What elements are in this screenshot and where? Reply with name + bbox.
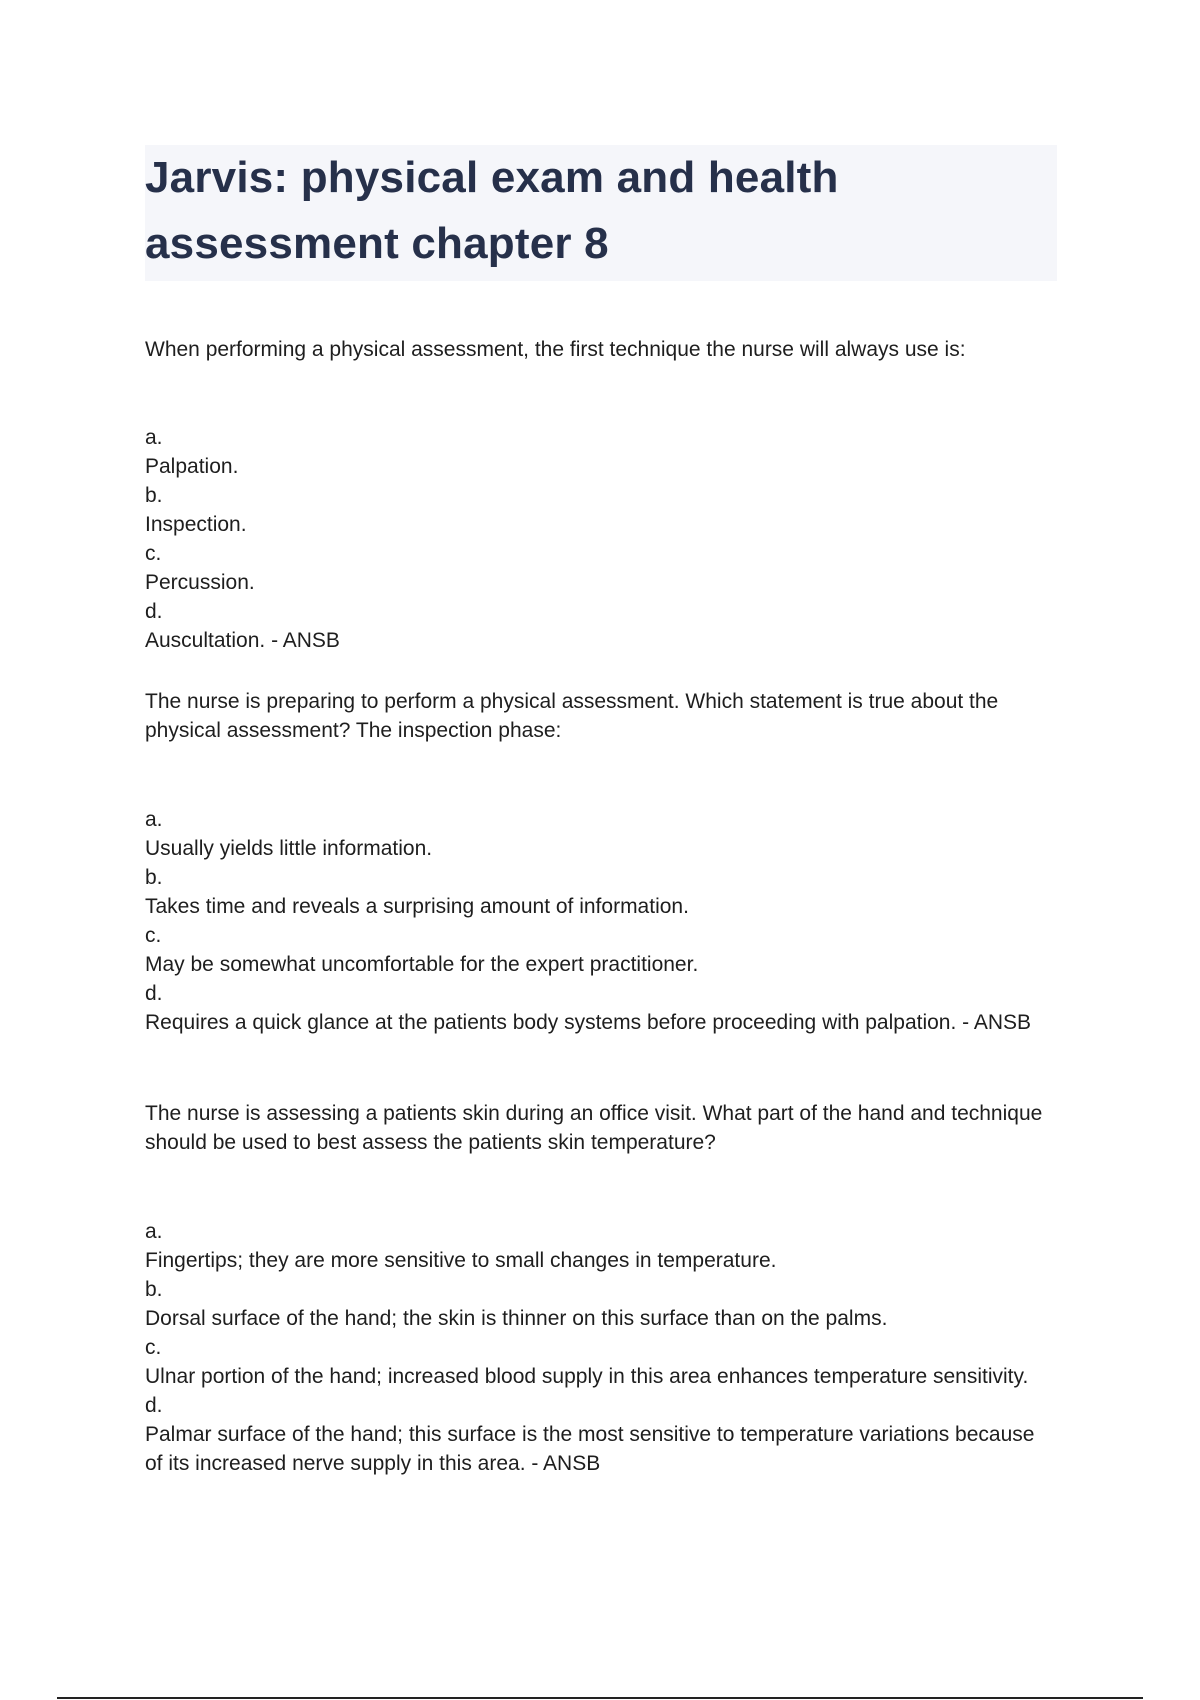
option-text: Takes time and reveals a surprising amount of information.: [145, 895, 689, 918]
title-block: [145, 145, 1057, 281]
option-text: Percussion.: [145, 571, 255, 594]
question-3-stem: The nurse is assessing a patients skin during an office visit. What part of the hand and technique should be used to best assess the patients skin temperature?: [145, 1102, 1043, 1154]
option-text: Palpation.: [145, 455, 239, 478]
option-letter: a.: [145, 1220, 163, 1243]
option-text: Ulnar portion of the hand; increased blood supply in this area enhances temperature sensitivity.: [145, 1365, 1029, 1388]
option-letter: b.: [145, 484, 163, 507]
question-2-stem: The nurse is preparing to perform a physical assessment. Which statement is true about the physical assessment? The inspection phase:: [145, 690, 999, 742]
option-letter: d.: [145, 600, 163, 623]
document-title: Jarvis: physical exam and health assessment chapter 8: [145, 153, 839, 268]
option-letter: b.: [145, 866, 163, 889]
question-1-stem: When performing a physical assessment, the first technique the nurse will always use is:: [145, 338, 966, 361]
option-letter: c.: [145, 924, 162, 947]
option-text: May be somewhat uncomfortable for the expert practitioner.: [145, 953, 699, 976]
option-text: Inspection.: [145, 513, 247, 536]
option-letter: c.: [145, 1336, 162, 1359]
option-letter: a.: [145, 426, 163, 449]
question-1-options: [145, 423, 1057, 655]
option-letter: c.: [145, 542, 162, 565]
option-text: Fingertips; they are more sensitive to small changes in temperature.: [145, 1249, 777, 1272]
option-letter: a.: [145, 808, 163, 831]
question-2-options: [145, 805, 1057, 1037]
option-text: Palmar surface of the hand; this surface is the most sensitive to temperature variations because of its increased nerve supply in this area. - ANSB: [145, 1423, 1035, 1475]
option-text: Usually yields little information.: [145, 837, 433, 860]
option-text: Auscultation. - ANSB: [145, 629, 340, 652]
option-letter: d.: [145, 982, 163, 1005]
option-text: Dorsal surface of the hand; the skin is thinner on this surface than on the palms.: [145, 1307, 888, 1330]
option-text: Requires a quick glance at the patients body systems before proceeding with palpation. - ANSB: [145, 1011, 1032, 1034]
question-3-options: [145, 1217, 1057, 1478]
option-letter: d.: [145, 1394, 163, 1417]
option-letter: b.: [145, 1278, 163, 1301]
page-bottom-divider: [57, 1697, 1143, 1699]
